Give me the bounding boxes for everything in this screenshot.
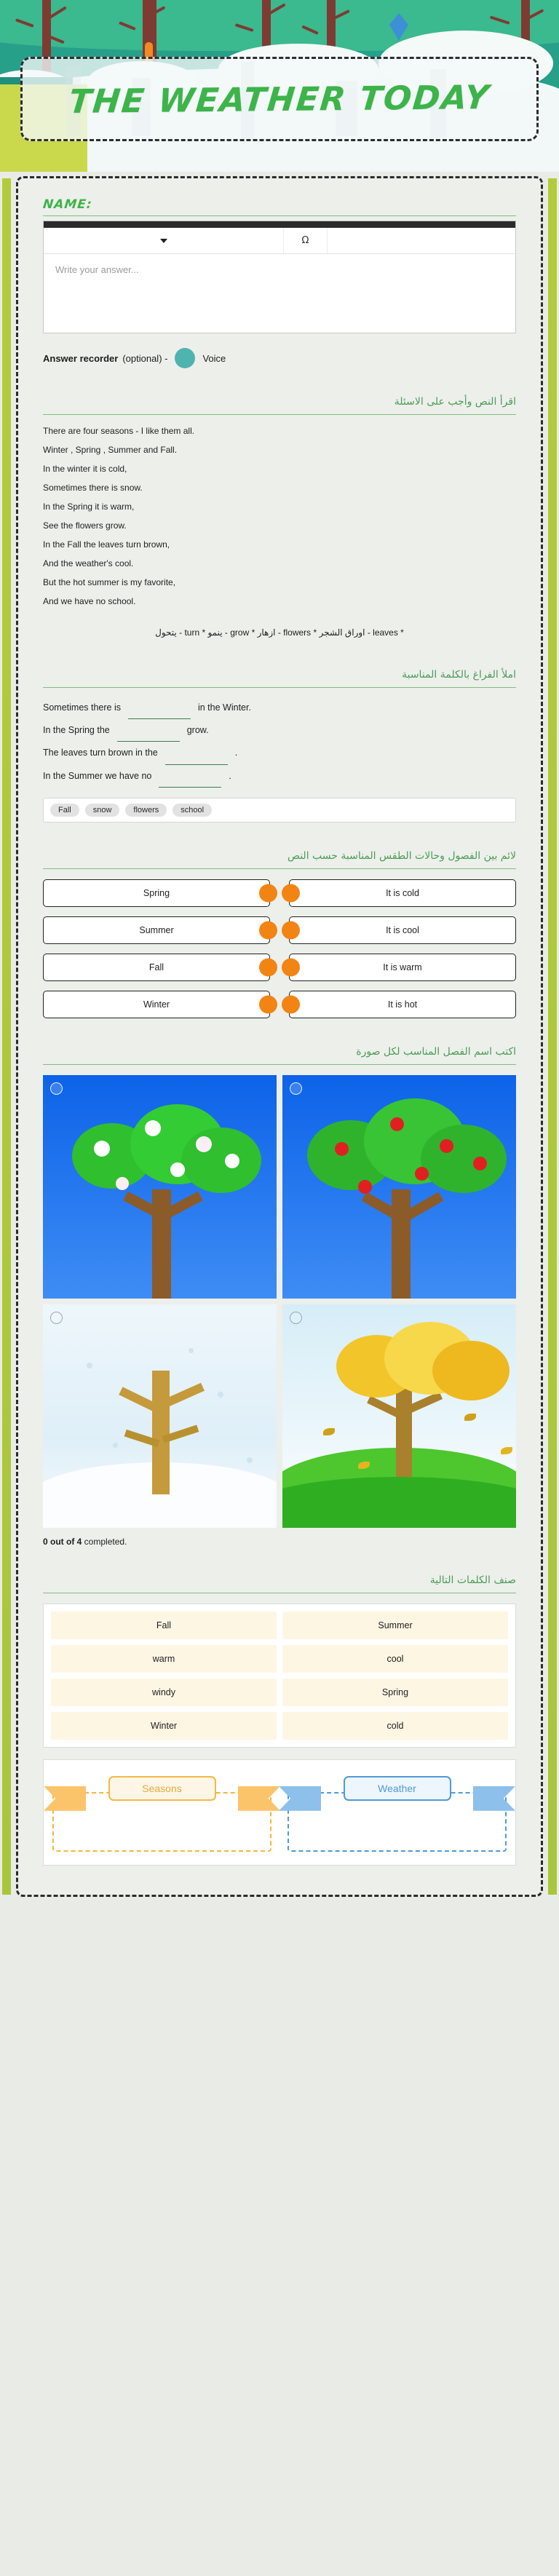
reading-passage — [43, 415, 516, 610]
apple — [473, 1157, 487, 1170]
winter-tree-image[interactable] — [43, 1304, 277, 1528]
weather-category — [288, 1770, 507, 1852]
word-chip[interactable]: school — [173, 804, 212, 817]
match-right-label: It is warm — [289, 954, 516, 981]
chevron-down-icon[interactable] — [160, 239, 167, 243]
sorting-grid — [51, 1612, 508, 1740]
match-connector-icon[interactable] — [259, 884, 277, 902]
foliage — [421, 1125, 507, 1193]
blank-input[interactable] — [165, 753, 228, 765]
snowflake — [189, 1348, 194, 1353]
sentence-after: . — [229, 770, 231, 781]
rich-text-editor[interactable] — [43, 221, 516, 333]
sort-word[interactable]: Winter — [51, 1712, 277, 1740]
match-right-item[interactable] — [289, 991, 516, 1018]
matching-heading: لائم بين الفصول وحالات الطقس المناسبة حسب النص — [288, 849, 516, 862]
fill-blank-row — [43, 742, 516, 764]
progress-count: 0 out of 4 — [43, 1536, 82, 1547]
page-title: THE WEATHER TODAY — [67, 77, 492, 121]
passage-line: In the winter it is cold, — [43, 464, 127, 474]
match-connector-icon[interactable] — [282, 958, 300, 976]
apple — [390, 1117, 404, 1131]
match-left-item[interactable] — [43, 879, 270, 907]
ribbon-tail-left — [44, 1786, 86, 1811]
font-select[interactable] — [44, 228, 284, 253]
passage-line: There are four seasons - I like them all. — [43, 426, 195, 436]
sentence-before: The leaves turn brown in the — [43, 748, 158, 758]
apple — [358, 1180, 372, 1194]
ribbon-tail-left — [279, 1786, 321, 1811]
sort-word[interactable]: Spring — [282, 1679, 508, 1706]
fill-blanks-section — [43, 669, 516, 823]
answer-recorder-label: Answer recorder — [43, 352, 119, 364]
header-illustration — [0, 0, 559, 172]
snowflake — [87, 1363, 92, 1368]
divider — [43, 1064, 516, 1065]
passage-line: See the flowers grow. — [43, 520, 127, 531]
blank-input[interactable] — [117, 730, 180, 742]
word-bank — [43, 798, 516, 823]
fill-blanks-heading: املأ الفراغ بالكلمة المناسبة — [402, 668, 516, 681]
match-left-item[interactable] — [43, 916, 270, 944]
spring-tree-image[interactable] — [43, 1075, 277, 1299]
snowflake — [218, 1392, 223, 1398]
name-section — [43, 197, 516, 368]
passage-line: But the hot summer is my favorite, — [43, 577, 176, 587]
tree-trunk — [152, 1371, 170, 1494]
match-left-item[interactable] — [43, 954, 270, 981]
progress-status — [43, 1537, 516, 1547]
blossom — [170, 1162, 185, 1177]
weather-label: Weather — [344, 1776, 451, 1801]
snowflake — [113, 1443, 118, 1448]
passage-line: And we have no school. — [43, 596, 136, 606]
match-connector-icon[interactable] — [282, 921, 300, 939]
summer-tree-image[interactable] — [282, 1075, 516, 1299]
answer-input[interactable]: Write your answer... — [55, 264, 139, 275]
right-green-strip — [548, 178, 557, 1895]
match-left-label: Spring — [43, 879, 270, 907]
foliage — [181, 1128, 261, 1193]
vocabulary-list: * leaves - اوراق الشجر * flowers - ازهار * grow - ينمو * turn - يتحول — [155, 627, 404, 638]
sentence-before: In the Spring the — [43, 725, 110, 736]
divider — [43, 215, 516, 216]
match-right-label: It is hot — [289, 991, 516, 1018]
worksheet-body — [16, 176, 543, 1897]
special-character-button[interactable] — [284, 228, 328, 253]
match-left-label: Fall — [43, 954, 270, 981]
word-chip[interactable]: snow — [85, 804, 120, 817]
ribbon-tail-right — [473, 1786, 515, 1811]
passage-line: Sometimes there is snow. — [43, 483, 143, 493]
fill-blank-row — [43, 697, 516, 719]
passage-line: Winter , Spring , Summer and Fall. — [43, 445, 178, 455]
answer-recorder — [43, 348, 516, 368]
sort-word[interactable]: warm — [51, 1645, 277, 1673]
matching-section — [43, 850, 516, 1018]
word-chip[interactable]: flowers — [125, 804, 167, 817]
editor-toolbar-row[interactable] — [44, 228, 515, 254]
record-circle-icon[interactable] — [175, 348, 195, 368]
fall-tree-image[interactable] — [282, 1304, 516, 1528]
match-right-label: It is cold — [289, 879, 516, 907]
voice-label: Voice — [202, 352, 226, 364]
apple — [335, 1142, 349, 1156]
match-right-label: It is cool — [289, 916, 516, 944]
select-checkbox-icon[interactable] — [290, 1082, 302, 1095]
sentence-before: In the Summer we have no — [43, 770, 152, 781]
blank-input[interactable] — [159, 776, 221, 788]
sentence-after: . — [234, 748, 238, 758]
sentence-after: in the Winter. — [197, 702, 251, 713]
sorting-section — [43, 1574, 516, 1748]
autumn-foliage — [432, 1341, 510, 1400]
fill-blanks-list — [43, 688, 516, 788]
sort-word[interactable]: Fall — [51, 1612, 277, 1639]
sentence-before: Sometimes there is — [43, 702, 121, 713]
worksheet-title-card — [20, 57, 539, 141]
apple — [415, 1167, 429, 1181]
season-images-heading: اكتب اسم الفصل المناسب لكل صورة — [356, 1045, 516, 1058]
seasons-label: Seasons — [108, 1776, 216, 1801]
match-right-item[interactable] — [289, 954, 516, 981]
ribbon-tail-right — [238, 1786, 280, 1811]
sort-word[interactable]: cold — [282, 1712, 508, 1740]
match-left-label: Summer — [43, 916, 270, 944]
answer-recorder-optional: (optional) - — [122, 352, 168, 364]
blossom — [196, 1136, 212, 1152]
seasons-category — [52, 1770, 271, 1852]
match-right-item[interactable] — [289, 879, 516, 907]
match-connector-icon[interactable] — [259, 921, 277, 939]
hill-front — [282, 1477, 516, 1528]
match-connector-icon[interactable] — [282, 995, 300, 1013]
passage-line: In the Spring it is warm, — [43, 502, 135, 512]
sort-word[interactable]: Summer — [282, 1612, 508, 1639]
omega-icon[interactable]: Ω — [301, 235, 309, 246]
sorting-card — [43, 1604, 516, 1748]
name-label: NAME: — [41, 197, 93, 212]
match-left-item[interactable] — [43, 991, 270, 1018]
tree-trunk — [392, 1189, 411, 1299]
passage-line: And the weather's cool. — [43, 558, 134, 568]
reading-section — [43, 396, 516, 641]
apple — [440, 1139, 453, 1153]
category-dropzones — [43, 1759, 516, 1866]
season-images-section — [43, 1046, 516, 1547]
reading-heading: اقرأ النص وأجب على الاسئلة — [394, 396, 516, 408]
matching-grid — [43, 879, 516, 1018]
select-checkbox-icon[interactable] — [50, 1312, 63, 1324]
divider — [43, 868, 516, 869]
blossom — [116, 1177, 129, 1190]
match-connector-icon[interactable] — [282, 884, 300, 902]
snowflake — [247, 1457, 253, 1463]
sort-word[interactable]: windy — [51, 1679, 277, 1706]
editor-toolbar-top[interactable] — [44, 221, 515, 228]
season-image-grid — [43, 1075, 516, 1528]
blossom — [225, 1154, 239, 1168]
sorting-heading: صنف الكلمات التالية — [429, 1574, 516, 1586]
sort-word[interactable]: cool — [282, 1645, 508, 1673]
left-green-strip — [2, 178, 11, 1895]
sentence-after: grow. — [186, 725, 209, 736]
match-right-item[interactable] — [289, 916, 516, 944]
passage-line: In the Fall the leaves turn brown, — [43, 539, 170, 550]
select-checkbox-icon[interactable] — [50, 1082, 63, 1095]
fill-blank-row — [43, 719, 516, 742]
select-checkbox-icon[interactable] — [290, 1312, 302, 1324]
blank-input[interactable] — [128, 708, 191, 719]
match-left-label: Winter — [43, 991, 270, 1018]
tree-trunk — [396, 1382, 412, 1477]
word-chip[interactable]: Fall — [50, 804, 79, 817]
progress-suffix: completed. — [82, 1536, 127, 1547]
match-connector-icon[interactable] — [259, 958, 277, 976]
fill-blank-row — [43, 765, 516, 788]
toolbar-spacer — [328, 228, 515, 253]
match-connector-icon[interactable] — [259, 995, 277, 1013]
blossom — [145, 1120, 161, 1136]
blossom — [94, 1141, 110, 1157]
